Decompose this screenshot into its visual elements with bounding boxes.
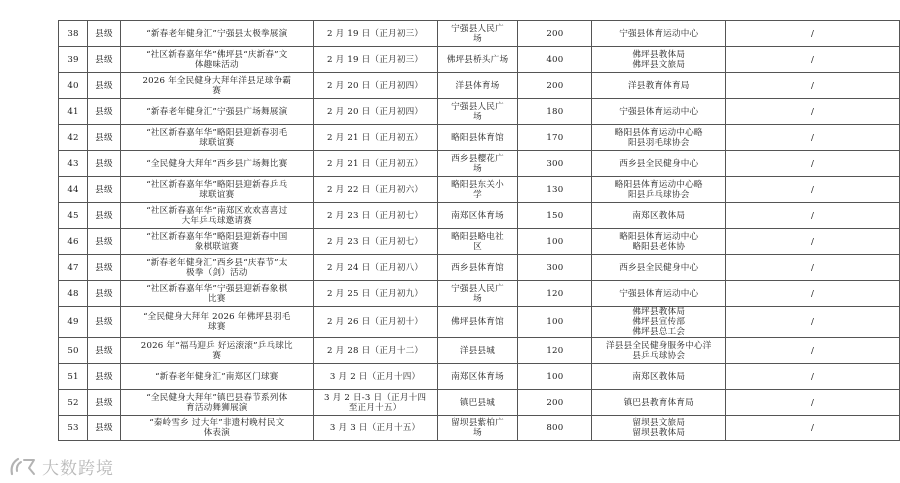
venue-cell-text: 南郑区体育场 xyxy=(451,371,504,382)
event-name-cell xyxy=(120,390,313,416)
note-cell xyxy=(726,416,900,441)
table-row xyxy=(59,255,900,281)
table-row xyxy=(59,416,900,441)
organizer-cell-text: 西乡县全民健身中心 xyxy=(619,158,699,169)
date-cell-text: 2 月 20 日（正月初四） xyxy=(327,80,424,91)
participant-count-cell-text: 130 xyxy=(546,184,564,195)
level-cell xyxy=(87,390,120,416)
level-cell-text: 县级 xyxy=(95,371,113,382)
organizer-cell xyxy=(592,416,726,441)
date-cell xyxy=(313,151,437,177)
level-cell xyxy=(87,177,120,203)
participant-count-cell-text: 100 xyxy=(546,371,564,382)
organizer-cell-text: 留坝县文旅局 留坝县教体局 xyxy=(632,418,686,438)
participant-count-cell xyxy=(518,99,592,125)
organizer-cell-text: 略阳县体育运动中心略 阳县羽毛球协会 xyxy=(614,127,703,148)
venue-cell-text: 略阳县东关小 学 xyxy=(451,179,504,200)
venue-cell-text: 略阳县略电社 区 xyxy=(451,231,504,252)
note-cell xyxy=(726,364,900,390)
event-name-cell-text: “新春老年健身汇”宁强县广场舞展演 xyxy=(146,106,288,117)
participant-count-cell-text: 100 xyxy=(546,236,564,247)
row-number-text: 47 xyxy=(67,262,79,273)
participant-count-cell-text: 300 xyxy=(546,158,564,169)
row-number-text: 53 xyxy=(67,423,79,433)
event-name-cell xyxy=(120,281,313,307)
date-cell xyxy=(313,99,437,125)
organizer-cell xyxy=(592,364,726,390)
table-body xyxy=(59,21,900,441)
note-cell-text: / xyxy=(811,184,815,195)
note-cell xyxy=(726,229,900,255)
note-cell xyxy=(726,151,900,177)
venue-cell xyxy=(437,203,518,229)
table-row xyxy=(59,99,900,125)
level-cell xyxy=(87,338,120,364)
venue-cell xyxy=(437,125,518,151)
organizer-cell xyxy=(592,21,726,47)
organizer-cell xyxy=(592,203,726,229)
table-row xyxy=(59,203,900,229)
organizer-cell-text: 略阳县体育运动中心略 阳县乒乓球协会 xyxy=(614,179,703,200)
event-name-cell xyxy=(120,255,313,281)
level-cell xyxy=(87,307,120,338)
date-cell-text: 2 月 20 日（正月初四） xyxy=(327,106,424,117)
date-cell-text: 2 月 22 日（正月初六） xyxy=(327,184,424,195)
level-cell xyxy=(87,73,120,99)
organizer-cell xyxy=(592,177,726,203)
note-cell-text: / xyxy=(811,262,815,273)
participant-count-cell xyxy=(518,47,592,73)
organizer-cell-text: 略阳县体育运动中心 略阳县老体协 xyxy=(619,231,699,252)
note-cell-text: / xyxy=(811,28,815,39)
venue-cell-text: 佛坪县体育馆 xyxy=(451,317,504,327)
row-number-text: 51 xyxy=(67,371,79,382)
level-cell-text: 县级 xyxy=(95,184,113,195)
event-name-cell xyxy=(120,73,313,99)
event-name-cell-text: “社区新春嘉年华”佛坪县“庆新春”文 体趣味活动 xyxy=(146,49,288,70)
venue-cell-text: 西乡县樱花广 场 xyxy=(451,153,504,174)
table-row xyxy=(59,151,900,177)
table-row xyxy=(59,47,900,73)
event-name-cell xyxy=(120,125,313,151)
note-cell-text: / xyxy=(811,158,815,169)
table-row xyxy=(59,177,900,203)
date-cell xyxy=(313,203,437,229)
date-cell-text: 3 月 2 日-3 日（正月十四 至正月十五） xyxy=(324,392,427,413)
note-cell xyxy=(726,125,900,151)
note-cell xyxy=(726,281,900,307)
venue-cell xyxy=(437,338,518,364)
row-number-text: 39 xyxy=(67,54,79,65)
date-cell-text: 2 月 21 日（正月初五） xyxy=(327,158,424,169)
note-cell-text: / xyxy=(811,345,815,356)
venue-cell xyxy=(437,151,518,177)
table-row xyxy=(59,229,900,255)
venue-cell xyxy=(437,390,518,416)
note-cell-text: / xyxy=(811,397,815,408)
participant-count-cell xyxy=(518,416,592,441)
participant-count-cell-text: 150 xyxy=(546,210,564,221)
participant-count-cell-text: 120 xyxy=(546,288,564,299)
row-number-text: 46 xyxy=(67,236,79,247)
participant-count-cell xyxy=(518,281,592,307)
venue-cell xyxy=(437,21,518,47)
level-cell xyxy=(87,47,120,73)
watermark-text: 大数跨境 xyxy=(42,458,114,479)
note-cell xyxy=(726,255,900,281)
level-cell xyxy=(87,151,120,177)
venue-cell-text: 宁强县人民广 场 xyxy=(451,283,504,304)
level-cell xyxy=(87,255,120,281)
date-cell xyxy=(313,364,437,390)
level-cell xyxy=(87,281,120,307)
participant-count-cell xyxy=(518,390,592,416)
level-cell-text: 县级 xyxy=(95,28,113,39)
table-row xyxy=(59,73,900,99)
participant-count-cell xyxy=(518,73,592,99)
level-cell xyxy=(87,416,120,441)
date-cell-text: 2 月 26 日（正月初十） xyxy=(327,317,424,327)
date-cell xyxy=(313,307,437,338)
organizer-cell-text: 佛坪县教体局 佛坪县宣传部 佛坪县总工会 xyxy=(632,307,686,337)
venue-cell xyxy=(437,307,518,338)
participant-count-cell-text: 200 xyxy=(546,80,564,91)
venue-cell-text: 宁强县人民广 场 xyxy=(451,101,504,122)
event-name-cell-text: “社区新春嘉年华”略阳县迎新春中国 象棋联谊赛 xyxy=(146,231,288,252)
note-cell xyxy=(726,307,900,338)
venue-cell xyxy=(437,364,518,390)
participant-count-cell xyxy=(518,151,592,177)
date-cell-text: 3 月 3 日（正月十五） xyxy=(329,423,421,433)
table-row xyxy=(59,307,900,338)
event-name-cell xyxy=(120,203,313,229)
row-number xyxy=(59,416,88,441)
level-cell xyxy=(87,229,120,255)
event-name-cell-text: “新春老年健身汇”南郑区门球赛 xyxy=(155,371,279,382)
brand-logo-icon xyxy=(8,454,38,478)
organizer-cell xyxy=(592,307,726,338)
date-cell xyxy=(313,177,437,203)
date-cell-text: 2 月 24 日（正月初八） xyxy=(327,262,424,273)
organizer-cell xyxy=(592,338,726,364)
event-name-cell xyxy=(120,21,313,47)
note-cell xyxy=(726,177,900,203)
row-number xyxy=(59,99,88,125)
events-table xyxy=(58,20,900,441)
participant-count-cell xyxy=(518,364,592,390)
row-number xyxy=(59,21,88,47)
level-cell-text: 县级 xyxy=(95,106,113,117)
event-name-cell-text: “社区新春嘉年华”宁强县迎新春象棋 比赛 xyxy=(146,283,288,304)
level-cell xyxy=(87,125,120,151)
event-name-cell-text: “全民健身大拜年 2026 年佛坪县羽毛 球赛 xyxy=(143,312,291,332)
participant-count-cell-text: 800 xyxy=(546,423,564,433)
venue-cell xyxy=(437,416,518,441)
venue-cell-text: 南郑区体育场 xyxy=(451,210,504,221)
participant-count-cell xyxy=(518,21,592,47)
table-row xyxy=(59,364,900,390)
participant-count-cell xyxy=(518,338,592,364)
note-cell-text: / xyxy=(811,371,815,382)
note-cell-text: / xyxy=(811,288,815,299)
date-cell xyxy=(313,229,437,255)
row-number-text: 48 xyxy=(67,288,79,299)
note-cell xyxy=(726,338,900,364)
level-cell-text: 县级 xyxy=(95,345,113,356)
row-number xyxy=(59,390,88,416)
row-number-text: 50 xyxy=(67,345,79,356)
organizer-cell xyxy=(592,151,726,177)
date-cell-text: 2 月 25 日（正月初九） xyxy=(327,288,424,299)
date-cell-text: 2 月 19 日（正月初三） xyxy=(327,54,424,65)
level-cell xyxy=(87,364,120,390)
participant-count-cell xyxy=(518,177,592,203)
venue-cell-text: 留坝县紫柏广 场 xyxy=(451,418,504,438)
organizer-cell-text: 宁强县体育运动中心 xyxy=(619,288,699,299)
level-cell-text: 县级 xyxy=(95,262,113,273)
table-row xyxy=(59,390,900,416)
row-number xyxy=(59,125,88,151)
note-cell xyxy=(726,390,900,416)
note-cell xyxy=(726,47,900,73)
participant-count-cell xyxy=(518,203,592,229)
table-row xyxy=(59,338,900,364)
participant-count-cell-text: 170 xyxy=(546,132,564,143)
participant-count-cell xyxy=(518,255,592,281)
date-cell xyxy=(313,47,437,73)
level-cell-text: 县级 xyxy=(95,317,113,327)
row-number xyxy=(59,281,88,307)
venue-cell xyxy=(437,99,518,125)
note-cell-text: / xyxy=(811,236,815,247)
note-cell-text: / xyxy=(811,317,815,327)
row-number-text: 45 xyxy=(67,210,79,221)
level-cell xyxy=(87,203,120,229)
organizer-cell-text: 洋县教育体育局 xyxy=(627,80,690,91)
organizer-cell xyxy=(592,281,726,307)
row-number-text: 43 xyxy=(67,158,79,169)
event-name-cell xyxy=(120,229,313,255)
organizer-cell xyxy=(592,73,726,99)
level-cell xyxy=(87,99,120,125)
event-name-cell-text: 2026 年“福马迎乒 好运滚滚”乒乓球比 赛 xyxy=(140,340,293,361)
participant-count-cell xyxy=(518,307,592,338)
level-cell xyxy=(87,21,120,47)
event-name-cell xyxy=(120,364,313,390)
row-number-text: 41 xyxy=(67,106,79,117)
row-number-text: 40 xyxy=(67,80,79,91)
date-cell-text: 2 月 21 日（正月初五） xyxy=(327,132,424,143)
row-number-text: 38 xyxy=(67,28,79,39)
row-number xyxy=(59,229,88,255)
participant-count-cell xyxy=(518,125,592,151)
date-cell-text: 2 月 23 日（正月初七） xyxy=(327,210,424,221)
note-cell-text: / xyxy=(811,132,815,143)
participant-count-cell-text: 180 xyxy=(546,106,564,117)
event-name-cell-text: “秦岭雪乡 过大年”非遗村晚村民文 体表演 xyxy=(149,418,285,438)
venue-cell-text: 宁强县人民广 场 xyxy=(451,23,504,44)
event-name-cell-text: “全民健身大拜年”西乡县广场舞比赛 xyxy=(146,158,288,169)
participant-count-cell xyxy=(518,229,592,255)
level-cell-text: 县级 xyxy=(95,158,113,169)
row-number xyxy=(59,364,88,390)
date-cell-text: 3 月 2 日（正月十四） xyxy=(329,371,421,382)
date-cell-text: 2 月 19 日（正月初三） xyxy=(327,28,424,39)
organizer-cell xyxy=(592,229,726,255)
row-number xyxy=(59,177,88,203)
row-number xyxy=(59,307,88,338)
level-cell-text: 县级 xyxy=(95,132,113,143)
venue-cell xyxy=(437,229,518,255)
event-name-cell xyxy=(120,151,313,177)
venue-cell-text: 略阳县体育馆 xyxy=(451,132,504,143)
note-cell-text: / xyxy=(811,106,815,117)
event-name-cell-text: “新春老年健身汇”西乡县“庆春节”太 极拳（剑）活动 xyxy=(146,257,288,278)
venue-cell-text: 洋县体育场 xyxy=(455,80,500,91)
organizer-cell-text: 南郑区教体局 xyxy=(632,371,686,382)
row-number-text: 44 xyxy=(67,184,79,195)
note-cell xyxy=(726,203,900,229)
organizer-cell-text: 镇巴县教育体育局 xyxy=(623,397,694,408)
level-cell-text: 县级 xyxy=(95,397,113,408)
organizer-cell xyxy=(592,390,726,416)
row-number-text: 52 xyxy=(67,397,79,408)
level-cell-text: 县级 xyxy=(95,288,113,299)
event-name-cell-text: “社区新春嘉年华”略阳县迎新春乒乓 球联谊赛 xyxy=(146,179,288,200)
date-cell xyxy=(313,281,437,307)
venue-cell xyxy=(437,281,518,307)
event-name-cell-text: “全民健身大拜年”镇巴县春节系列体 育活动舞狮展演 xyxy=(146,392,288,413)
watermark xyxy=(8,453,114,479)
level-cell-text: 县级 xyxy=(95,236,113,247)
participant-count-cell-text: 100 xyxy=(546,317,564,327)
participant-count-cell-text: 200 xyxy=(546,397,564,408)
organizer-cell-text: 洋县县全民健身服务中心洋 县乒乓球协会 xyxy=(606,340,712,361)
event-name-cell xyxy=(120,99,313,125)
participant-count-cell-text: 120 xyxy=(546,345,564,356)
organizer-cell xyxy=(592,125,726,151)
event-name-cell xyxy=(120,307,313,338)
row-number xyxy=(59,151,88,177)
event-name-cell xyxy=(120,338,313,364)
organizer-cell-text: 南郑区教体局 xyxy=(632,210,686,221)
organizer-cell xyxy=(592,99,726,125)
organizer-cell xyxy=(592,47,726,73)
note-cell-text: / xyxy=(811,54,815,65)
venue-cell-text: 西乡县体育馆 xyxy=(451,262,504,273)
event-name-cell-text: 2026 年全民健身大拜年洋县足球争霸 赛 xyxy=(142,75,292,96)
venue-cell-text: 佛坪县桥头广场 xyxy=(446,54,509,65)
venue-cell xyxy=(437,177,518,203)
table-row xyxy=(59,125,900,151)
venue-cell xyxy=(437,73,518,99)
row-number xyxy=(59,47,88,73)
date-cell-text: 2 月 23 日（正月初七） xyxy=(327,236,424,247)
date-cell-text: 2 月 28 日（正月十二） xyxy=(327,345,424,356)
date-cell xyxy=(313,416,437,441)
level-cell-text: 县级 xyxy=(95,423,113,433)
event-name-cell-text: “新春老年健身汇”宁强县太极拳展演 xyxy=(146,28,288,39)
row-number-text: 42 xyxy=(67,132,79,143)
note-cell-text: / xyxy=(811,210,815,221)
event-name-cell-text: “社区新春嘉年华”南郑区欢欢喜喜过 大年乒乓球邀请赛 xyxy=(146,205,288,226)
event-name-cell xyxy=(120,47,313,73)
row-number-text: 49 xyxy=(67,317,79,327)
date-cell xyxy=(313,338,437,364)
event-name-cell-text: “社区新春嘉年华”略阳县迎新春羽毛 球联谊赛 xyxy=(146,127,288,148)
note-cell xyxy=(726,99,900,125)
table-row xyxy=(59,21,900,47)
venue-cell-text: 洋县县城 xyxy=(459,345,496,356)
venue-cell xyxy=(437,255,518,281)
organizer-cell-text: 西乡县全民健身中心 xyxy=(619,262,699,273)
participant-count-cell-text: 300 xyxy=(546,262,564,273)
date-cell xyxy=(313,21,437,47)
row-number xyxy=(59,338,88,364)
note-cell xyxy=(726,73,900,99)
date-cell xyxy=(313,73,437,99)
row-number xyxy=(59,203,88,229)
event-name-cell xyxy=(120,416,313,441)
participant-count-cell-text: 400 xyxy=(546,54,564,65)
note-cell-text: / xyxy=(811,80,815,91)
date-cell xyxy=(313,390,437,416)
organizer-cell-text: 宁强县体育运动中心 xyxy=(619,106,699,117)
event-name-cell xyxy=(120,177,313,203)
participant-count-cell-text: 200 xyxy=(546,28,564,39)
row-number xyxy=(59,73,88,99)
table-row xyxy=(59,281,900,307)
level-cell-text: 县级 xyxy=(95,54,113,65)
row-number xyxy=(59,255,88,281)
note-cell-text: / xyxy=(811,423,815,433)
organizer-cell xyxy=(592,255,726,281)
organizer-cell-text: 宁强县体育运动中心 xyxy=(619,28,699,39)
venue-cell xyxy=(437,47,518,73)
level-cell-text: 县级 xyxy=(95,210,113,221)
venue-cell-text: 镇巴县城 xyxy=(459,397,496,408)
date-cell xyxy=(313,255,437,281)
date-cell xyxy=(313,125,437,151)
note-cell xyxy=(726,21,900,47)
organizer-cell-text: 佛坪县教体局 佛坪县文旅局 xyxy=(632,49,686,70)
level-cell-text: 县级 xyxy=(95,80,113,91)
